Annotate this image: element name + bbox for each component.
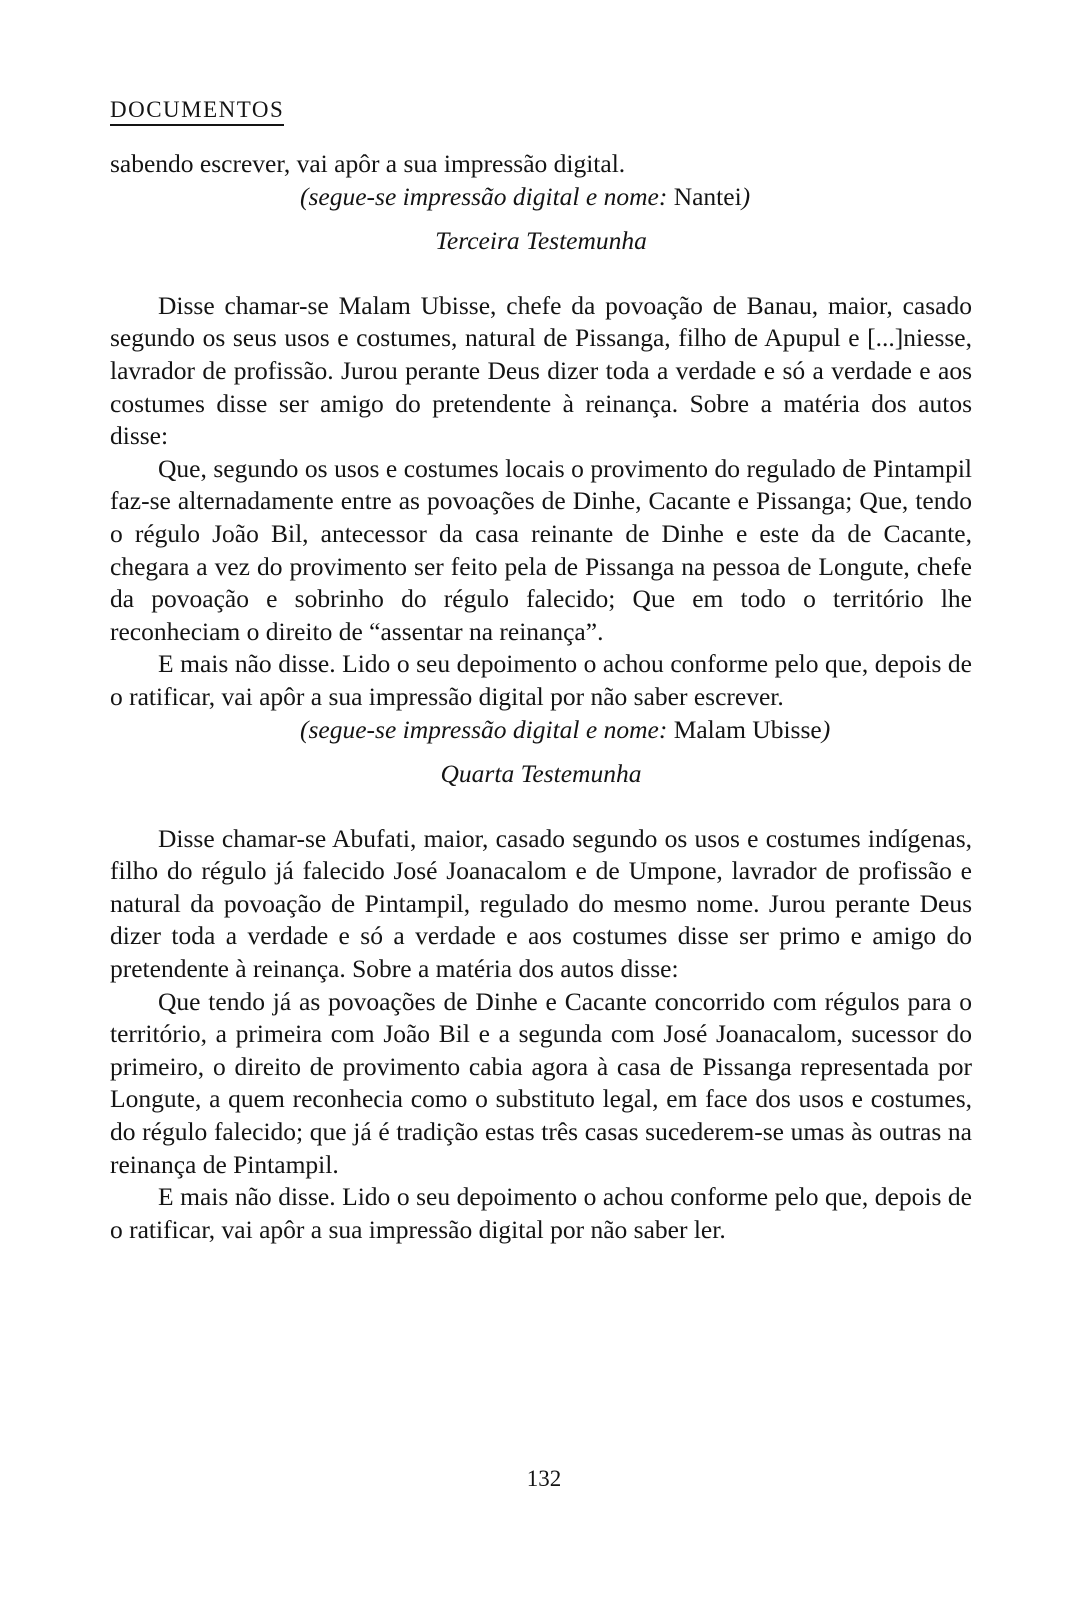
paragraph-fourth-witness-testimony: Que tendo já as povoações de Dinhe e Cacante concorrido com régulos para o território, a primeira com João Bil e a segunda com José Joanacalom, sucessor do primeiro, o direito de provimento cabia agora à casa de Pissanga representada por Longute, a quem reconhecia como o substituto legal, em face dos usos e costumes, do régulo falecido; que já é tradição estas três casas sucederem-se umas às outras na reinança de Pintampil.: [110, 986, 972, 1179]
heading-quarta-testemunha: Quarta Testemunha: [440, 759, 642, 789]
signature-suffix: ): [821, 714, 831, 744]
document-page: [110, 93, 972, 1246]
signature-line-malam-ubisse: [110, 714, 972, 747]
page-number: 132: [526, 1466, 562, 1491]
signature-line-nantei: [110, 181, 972, 214]
signature-name: Nantei: [673, 181, 742, 211]
opening-line: sabendo escrever, vai apôr a sua impressão digital.: [110, 149, 626, 178]
signature-prefix: (segue-se impressão digital e nome:: [300, 714, 674, 744]
heading-terceira-testemunha: Terceira Testemunha: [435, 226, 647, 256]
signature-name: Malam Ubisse: [673, 714, 822, 744]
paragraph-fourth-witness-intro: Disse chamar-se Abufati, maior, casado segundo os usos e costumes indígenas, filho do régulo já falecido José Joanacalom e de Umpone, lavrador de profissão e natural da povoação de Pintampil, regulado do mesmo nome. Jurou perante Deus dizer toda a verdade e só a verdade e aos costumes disse ser primo e amigo do pretendente à reinança. Sobre a matéria dos autos disse:: [110, 823, 972, 984]
paragraph-third-witness-closing: E mais não disse. Lido o seu depoimento o achou conforme pelo que, depois de o ratificar, vai apôr a sua impressão digital por não saber escrever.: [110, 649, 972, 711]
paragraph-third-witness-testimony: Que, segundo os usos e costumes locais o provimento do regulado de Pintampil faz-se alternadamente entre as povoações de Dinhe, Cacante e Pissanga; Que, tendo o régulo João Bil, antecessor da casa reinante de Dinhe e este da de Cacante, chegara a vez do provimento ser feito pela de Pissanga na pessoa de Longute, chefe da povoação e sobrinho do régulo falecido; Que em todo o território lhe reconheciam o direito de “assentar na reinança”.: [110, 453, 972, 646]
signature-suffix: ): [741, 181, 751, 211]
section-header: DOCUMENTOS: [110, 97, 284, 126]
paragraph-fourth-witness-closing: E mais não disse. Lido o seu depoimento o achou conforme pelo que, depois de o ratificar, vai apôr a sua impressão digital por não saber ler.: [110, 1182, 972, 1244]
signature-prefix: (segue-se impressão digital e nome:: [300, 181, 674, 211]
paragraph-third-witness-intro: Disse chamar-se Malam Ubisse, chefe da povoação de Banau, maior, casado segundo os seus usos e costumes, natural de Pissanga, filho de Apupul e [...]niesse, lavrador de profissão. Jurou perante Deus dizer toda a verdade e só a verdade e aos costumes disse ser amigo do pretendente à reinança. Sobre a matéria dos autos disse:: [110, 290, 972, 451]
